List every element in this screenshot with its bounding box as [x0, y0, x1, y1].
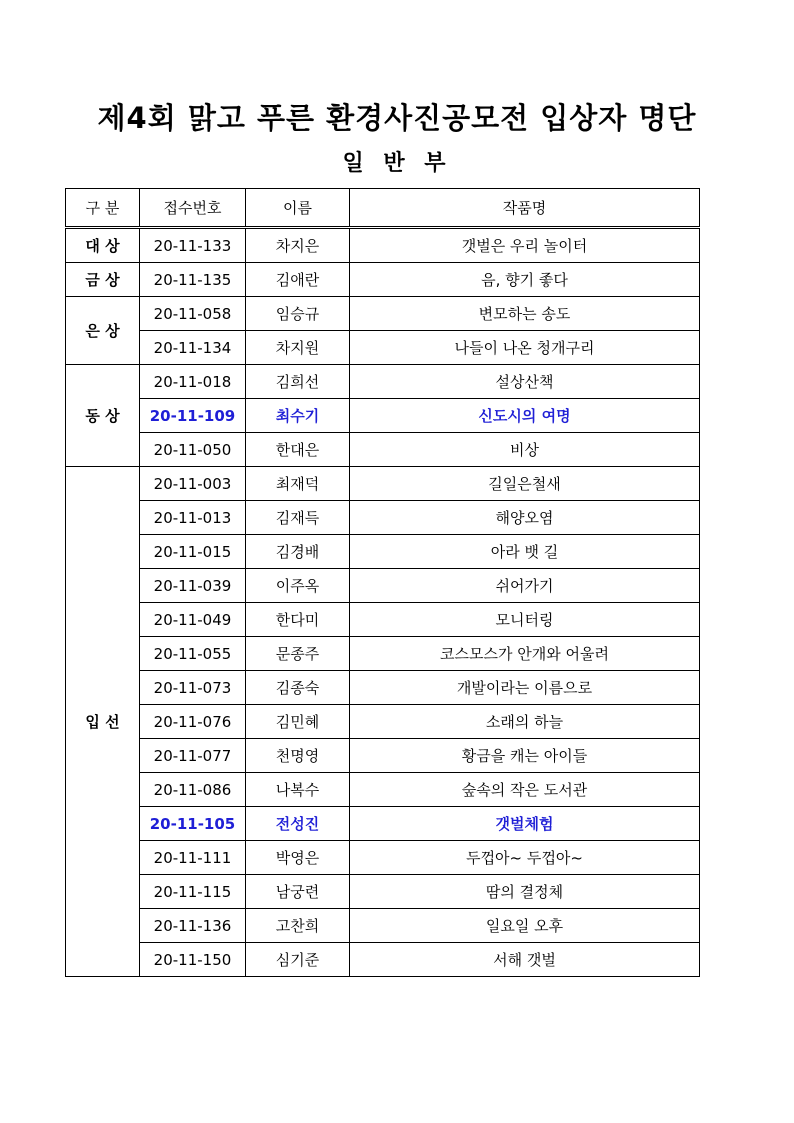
name-cell: 김민혜	[246, 705, 350, 739]
category-cell: 은 상	[66, 297, 140, 365]
document-subtitle: 일 반 부	[342, 151, 452, 176]
entry-number-cell: 20-11-015	[140, 535, 246, 569]
winners-table	[65, 188, 700, 977]
table-row	[66, 365, 700, 399]
table-row	[66, 263, 700, 297]
table-row	[66, 705, 700, 739]
header-name: 이름	[246, 189, 350, 228]
category-cell: 동 상	[66, 365, 140, 467]
entry-number-cell: 20-11-109	[140, 399, 246, 433]
table-row	[66, 501, 700, 535]
entry-number-cell: 20-11-076	[140, 705, 246, 739]
name-cell: 김경배	[246, 535, 350, 569]
work-title-cell: 음, 향기 좋다	[350, 263, 700, 297]
name-cell: 남궁련	[246, 875, 350, 909]
name-cell: 차지원	[246, 331, 350, 365]
entry-number-cell: 20-11-003	[140, 467, 246, 501]
table-row	[66, 228, 700, 263]
work-title-cell: 변모하는 송도	[350, 297, 700, 331]
table-header-row	[66, 189, 700, 228]
work-title-cell: 설상산책	[350, 365, 700, 399]
entry-number-cell: 20-11-105	[140, 807, 246, 841]
header-category: 구 분	[66, 189, 140, 228]
table-row	[66, 433, 700, 467]
name-cell: 임승규	[246, 297, 350, 331]
table-row	[66, 399, 700, 433]
table-row	[66, 739, 700, 773]
table-row	[66, 535, 700, 569]
table-row	[66, 603, 700, 637]
name-cell: 최수기	[246, 399, 350, 433]
table-row	[66, 943, 700, 977]
table-row	[66, 467, 700, 501]
entry-number-cell: 20-11-013	[140, 501, 246, 535]
work-title-cell: 비상	[350, 433, 700, 467]
work-title-cell: 코스모스가 안개와 어울려	[350, 637, 700, 671]
name-cell: 이주옥	[246, 569, 350, 603]
category-cell: 금 상	[66, 263, 140, 297]
work-title-cell: 두껍아~ 두껍아~	[350, 841, 700, 875]
table-row	[66, 331, 700, 365]
work-title-cell: 신도시의 여명	[350, 399, 700, 433]
entry-number-cell: 20-11-136	[140, 909, 246, 943]
name-cell: 고찬희	[246, 909, 350, 943]
header-work-title: 작품명	[350, 189, 700, 228]
table-row	[66, 637, 700, 671]
table-row	[66, 773, 700, 807]
work-title-cell: 일요일 오후	[350, 909, 700, 943]
entry-number-cell: 20-11-133	[140, 228, 246, 263]
entry-number-cell: 20-11-077	[140, 739, 246, 773]
name-cell: 한대은	[246, 433, 350, 467]
work-title-cell: 나들이 나온 청개구리	[350, 331, 700, 365]
table-body	[66, 228, 700, 977]
name-cell: 김재득	[246, 501, 350, 535]
entry-number-cell: 20-11-086	[140, 773, 246, 807]
name-cell: 문종주	[246, 637, 350, 671]
name-cell: 김애란	[246, 263, 350, 297]
entry-number-cell: 20-11-055	[140, 637, 246, 671]
work-title-cell: 갯벌체험	[350, 807, 700, 841]
category-cell: 입 선	[66, 467, 140, 977]
name-cell: 전성진	[246, 807, 350, 841]
name-cell: 차지은	[246, 228, 350, 263]
work-title-cell: 쉬어가기	[350, 569, 700, 603]
name-cell: 나복수	[246, 773, 350, 807]
table-row	[66, 569, 700, 603]
entry-number-cell: 20-11-018	[140, 365, 246, 399]
name-cell: 최재덕	[246, 467, 350, 501]
table-row	[66, 807, 700, 841]
entry-number-cell: 20-11-134	[140, 331, 246, 365]
work-title-cell: 아라 뱃 길	[350, 535, 700, 569]
name-cell: 한다미	[246, 603, 350, 637]
entry-number-cell: 20-11-039	[140, 569, 246, 603]
name-cell: 박영은	[246, 841, 350, 875]
work-title-cell: 갯벌은 우리 놀이터	[350, 228, 700, 263]
name-cell: 김종숙	[246, 671, 350, 705]
work-title-cell: 개발이라는 이름으로	[350, 671, 700, 705]
table-row	[66, 909, 700, 943]
document-title: 제4회 맑고 푸른 환경사진공모전 입상자 명단	[97, 101, 697, 135]
table-row	[66, 671, 700, 705]
name-cell: 김희선	[246, 365, 350, 399]
work-title-cell: 서해 갯벌	[350, 943, 700, 977]
work-title-cell: 모니터링	[350, 603, 700, 637]
table-row	[66, 841, 700, 875]
header-entry-number: 접수번호	[140, 189, 246, 228]
name-cell: 심기준	[246, 943, 350, 977]
entry-number-cell: 20-11-073	[140, 671, 246, 705]
work-title-cell: 길일은철새	[350, 467, 700, 501]
entry-number-cell: 20-11-115	[140, 875, 246, 909]
work-title-cell: 숲속의 작은 도서관	[350, 773, 700, 807]
work-title-cell: 소래의 하늘	[350, 705, 700, 739]
work-title-cell: 황금을 캐는 아이들	[350, 739, 700, 773]
table-row	[66, 875, 700, 909]
entry-number-cell: 20-11-049	[140, 603, 246, 637]
name-cell: 천명영	[246, 739, 350, 773]
work-title-cell: 해양오염	[350, 501, 700, 535]
entry-number-cell: 20-11-111	[140, 841, 246, 875]
entry-number-cell: 20-11-050	[140, 433, 246, 467]
entry-number-cell: 20-11-150	[140, 943, 246, 977]
category-cell: 대 상	[66, 228, 140, 263]
entry-number-cell: 20-11-058	[140, 297, 246, 331]
entry-number-cell: 20-11-135	[140, 263, 246, 297]
table-row	[66, 297, 700, 331]
work-title-cell: 땀의 결정체	[350, 875, 700, 909]
